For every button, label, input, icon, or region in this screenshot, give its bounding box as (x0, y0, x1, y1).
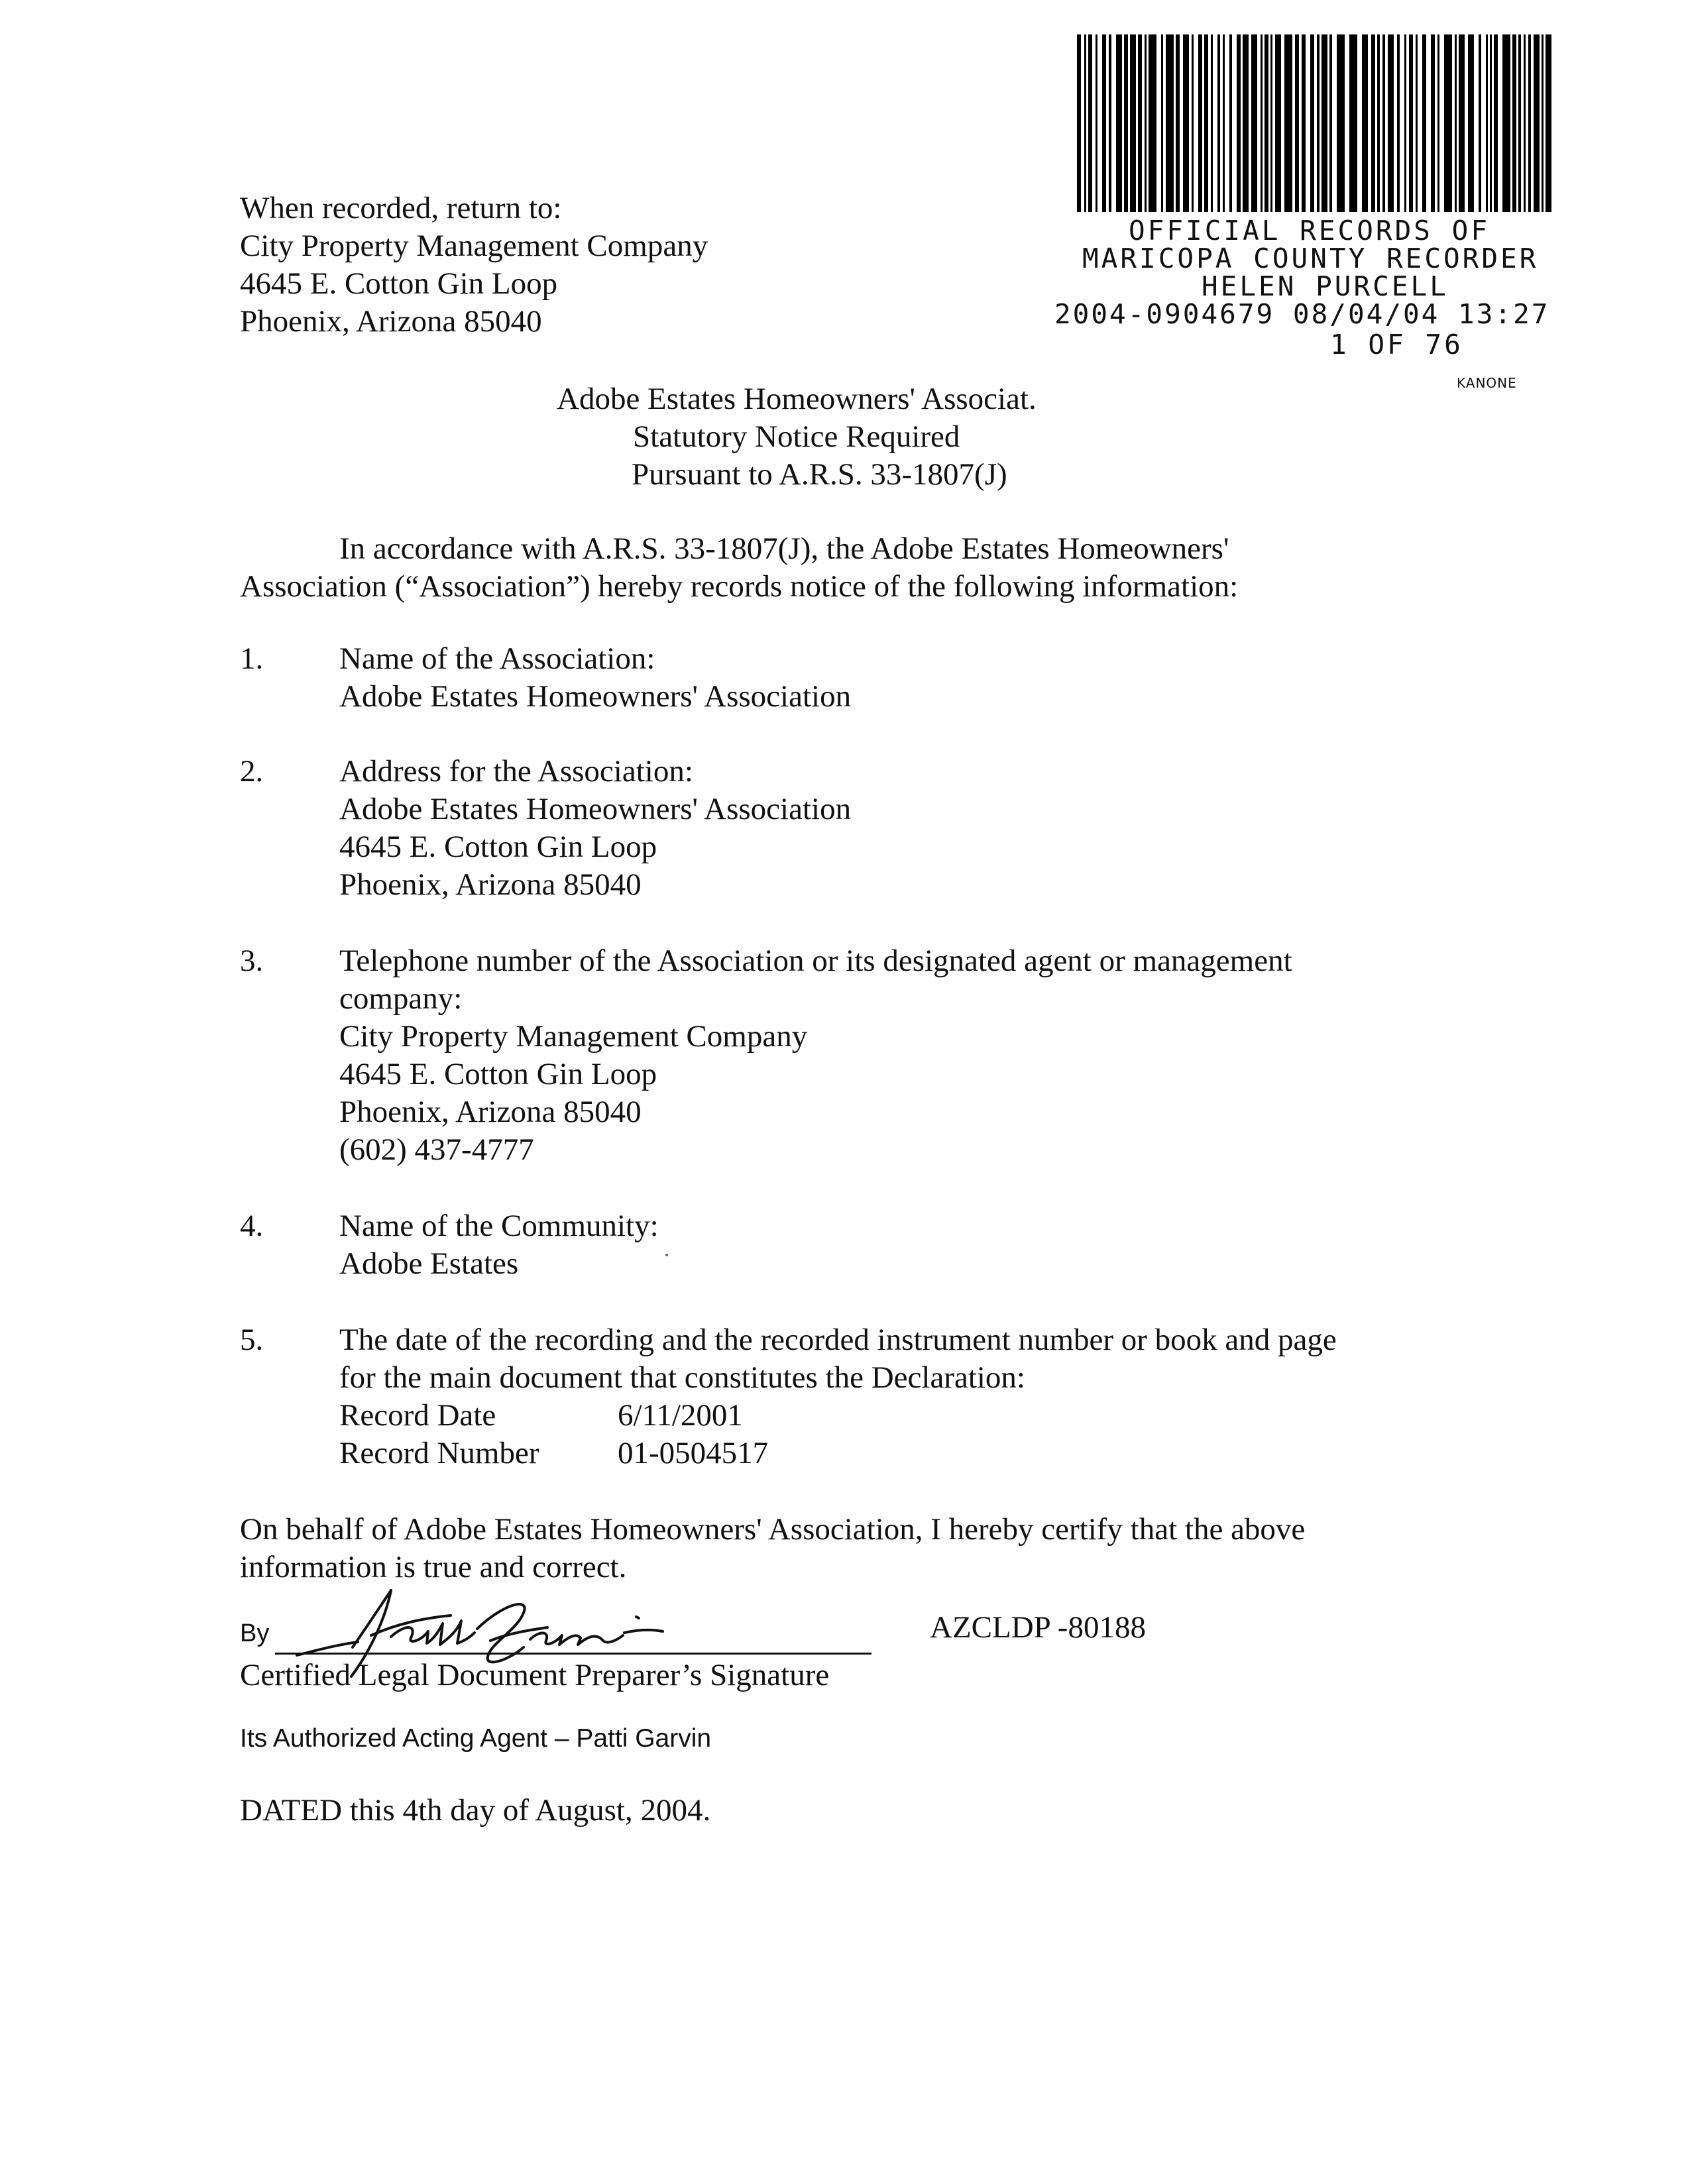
item-heading: Telephone number of the Association or its designated agent or management (339, 944, 1292, 978)
record-date-value: 6/11/2001 (618, 1398, 743, 1433)
record-number-value: 01-0504517 (618, 1436, 769, 1470)
barcode-bar (1109, 34, 1111, 212)
barcode-bar (1468, 34, 1474, 212)
preparer-license-number: AZCLDP -80188 (930, 1610, 1146, 1645)
return-company: City Property Management Company (240, 229, 708, 263)
barcode-bar (1270, 34, 1272, 212)
certification-paragraph (240, 1511, 1499, 1586)
item-value: City Property Management Company (339, 1019, 808, 1054)
record-number-row (339, 1435, 1337, 1472)
item-heading-cont: for the main document that constitutes the Declaration: (339, 1360, 1025, 1395)
barcode-bar (1512, 34, 1516, 212)
item-number: 2. (240, 754, 264, 789)
title-line-3: Pursuant to A.R.S. 33-1807(J) (632, 457, 1007, 492)
by-label: By (240, 1619, 270, 1647)
signature-caption: Certified Legal Document Preparer’s Signature (240, 1658, 830, 1692)
barcode-bar (1518, 34, 1521, 212)
record-date-row (339, 1397, 1337, 1435)
barcode-bar (1130, 34, 1136, 212)
barcode-bar (1321, 34, 1327, 212)
item-heading: Address for the Association: (339, 754, 693, 789)
item-value: 4645 E. Cotton Gin Loop (339, 830, 657, 864)
barcode-bar (1486, 34, 1488, 212)
barcode-bar (1490, 34, 1492, 212)
barcode-bar (1295, 34, 1299, 212)
stamp-initials: KANONE (1457, 375, 1517, 391)
barcode-bar (1371, 34, 1375, 212)
item-value: Adobe Estates (339, 1246, 519, 1281)
barcode-bar (1192, 34, 1194, 212)
certification-line-1: On behalf of Adobe Estates Homeowners' Association, I hereby certify that the above (240, 1512, 1306, 1547)
barcode-bar (1377, 34, 1380, 212)
stamp-line-5: 1 OF 76 (1330, 329, 1463, 360)
barcode-bar (1275, 34, 1281, 212)
barcode-bar (1149, 34, 1156, 212)
barcode-bar (1088, 34, 1092, 212)
item-value: Phoenix, Arizona 85040 (339, 867, 642, 902)
intro-paragraph (240, 530, 1499, 606)
barcode-bar (1455, 34, 1457, 212)
barcode-bar (1362, 34, 1368, 212)
authorized-agent-line: Its Authorized Acting Agent – Patti Garvin (240, 1724, 712, 1753)
item-number: 1. (240, 641, 264, 676)
barcode-bar (1502, 34, 1510, 212)
barcode-bar (1161, 34, 1163, 212)
record-number-label: Record Number (339, 1436, 539, 1470)
barcode-bar (1261, 34, 1263, 212)
title-line-1: Adobe Estates Homeowners' Associat. (557, 382, 1037, 416)
barcode-bar (1459, 34, 1465, 212)
barcode-bar (1302, 34, 1306, 212)
record-date-label: Record Date (339, 1398, 496, 1433)
barcode-bar (1176, 34, 1180, 212)
barcode-bar (1251, 34, 1257, 212)
barcode-bar (1084, 34, 1086, 212)
item-heading: Name of the Association: (339, 641, 655, 676)
barcode-bar (1524, 34, 1526, 212)
barcode-bar (1310, 34, 1314, 212)
barcode-bar (1397, 34, 1400, 212)
barcode-bar (1534, 34, 1540, 212)
barcode-bar (1317, 34, 1320, 212)
stamp-line-1: OFFICIAL RECORDS OF (1129, 215, 1490, 246)
barcode-bar (1349, 34, 1357, 212)
stamp-line-2: MARICOPA COUNTY RECORDER (1082, 243, 1539, 274)
barcode-bar (1096, 34, 1097, 212)
item-value: (602) 437-4777 (339, 1132, 534, 1167)
barcode-bar (1145, 34, 1147, 212)
barcode-bar (1264, 34, 1268, 212)
barcode-bar (1138, 34, 1142, 212)
scan-speck (665, 1254, 668, 1256)
stamp-line-3: HELEN PURCELL (1202, 270, 1449, 302)
barcode-bar (1237, 34, 1241, 212)
barcode-bar (1102, 34, 1106, 212)
item-heading: The date of the recording and the recorded instrument number or book and page (339, 1323, 1337, 1357)
barcode-bar (1284, 34, 1292, 212)
barcode-bar (1204, 34, 1208, 212)
barcode-image (1077, 34, 1555, 212)
barcode-bar (1116, 34, 1122, 212)
barcode-bar (1437, 34, 1439, 212)
item-number: 4. (240, 1209, 264, 1243)
barcode-bar (1337, 34, 1345, 212)
barcode-bar (1422, 34, 1426, 212)
item-heading-cont: company: (339, 981, 463, 1016)
barcode-bar (1166, 34, 1174, 212)
item-number: 5. (240, 1323, 264, 1357)
barcode-bar (1388, 34, 1394, 212)
barcode-bar (1329, 34, 1332, 212)
barcode-bar (1431, 34, 1435, 212)
barcode-bar (1404, 34, 1406, 212)
item-heading: Name of the Community: (339, 1209, 659, 1243)
barcode-bar (1546, 34, 1551, 212)
title-line-2: Statutory Notice Required (633, 419, 960, 454)
return-city: Phoenix, Arizona 85040 (240, 304, 542, 339)
barcode-bar (1382, 34, 1385, 212)
barcode-bar (1077, 34, 1081, 212)
barcode-bar (1223, 34, 1225, 212)
item-number: 3. (240, 944, 264, 978)
barcode-bar (1528, 34, 1531, 212)
return-street: 4645 E. Cotton Gin Loop (240, 266, 558, 301)
barcode-bar (1211, 34, 1213, 212)
intro-line-1: In accordance with A.R.S. 33-1807(J), the Adobe Estates Homeowners' (339, 531, 1229, 566)
barcode-bar (1243, 34, 1249, 212)
barcode-bar (1198, 34, 1202, 212)
barcode-bar (1229, 34, 1232, 212)
certification-line-2: information is true and correct. (240, 1550, 627, 1584)
barcode-bar (1409, 34, 1413, 212)
barcode-bar (1124, 34, 1128, 212)
barcode-bar (1183, 34, 1189, 212)
intro-line-2: Association (“Association”) hereby records notice of the following information: (240, 569, 1239, 604)
barcode-bar (1479, 34, 1481, 212)
item-value: Phoenix, Arizona 85040 (339, 1095, 642, 1129)
item-value: Adobe Estates Homeowners' Association (339, 792, 852, 826)
barcode-bar (1416, 34, 1418, 212)
barcode-bar (1494, 34, 1498, 212)
dated-line: DATED this 4th day of August, 2004. (240, 1793, 711, 1828)
barcode-bar (1444, 34, 1452, 212)
item-value: 4645 E. Cotton Gin Loop (339, 1057, 657, 1091)
return-to-label: When recorded, return to: (240, 191, 562, 225)
item-value: Adobe Estates Homeowners' Association (339, 679, 852, 714)
barcode-bar (1542, 34, 1544, 212)
barcode-bar (1217, 34, 1220, 212)
return-address-block (240, 190, 708, 341)
stamp-line-4: 2004-0904679 08/04/04 13:27 (1054, 298, 1550, 330)
